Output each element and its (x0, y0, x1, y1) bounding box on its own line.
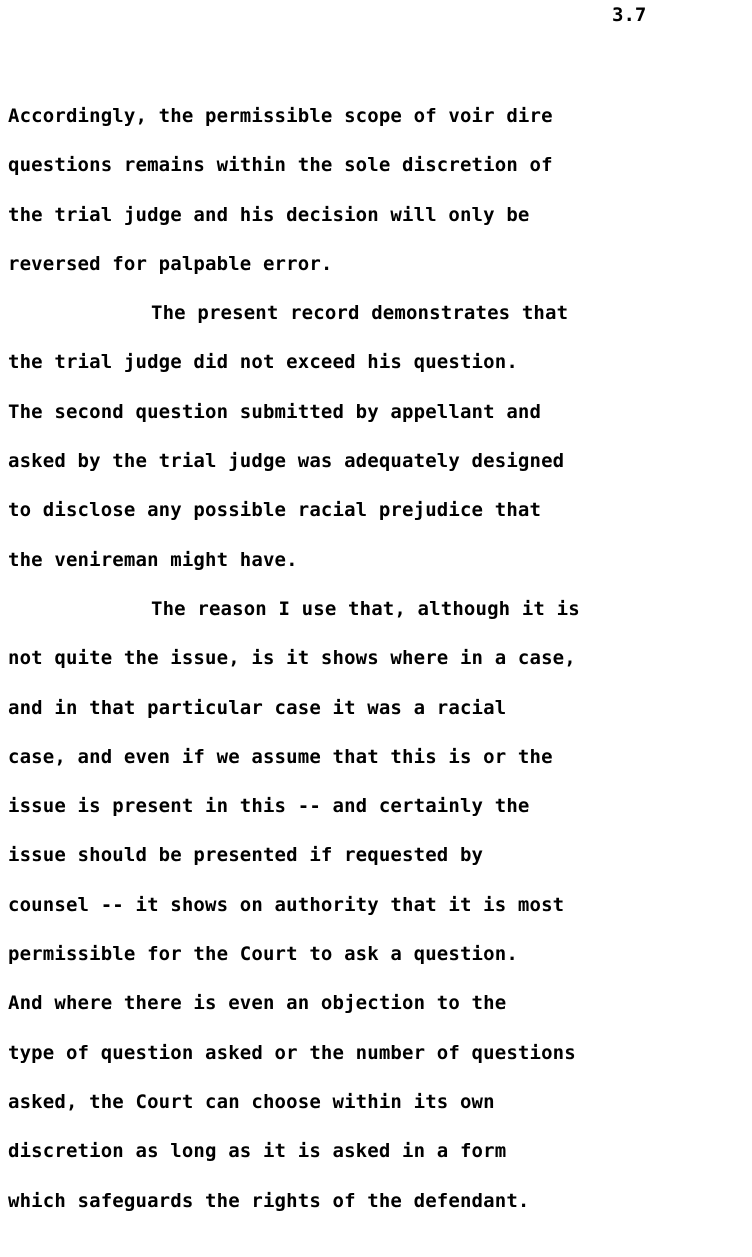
text-line: the trial judge did not exceed his question. (8, 351, 518, 374)
text-line: type of question asked or the number of questions (8, 1041, 576, 1064)
paragraph-start-line: The reason I use that, although it is (151, 597, 580, 620)
paragraph-start-line: The present record demonstrates that (151, 302, 569, 325)
text-line: case, and even if we assume that this is or the (8, 745, 553, 768)
text-line: not quite the issue, is it shows where in a case, (8, 647, 576, 670)
transcript-body (8, 104, 748, 1238)
text-line: permissible for the Court to ask a question. (8, 943, 518, 966)
text-line: the trial judge and his decision will only be (8, 203, 530, 226)
text-line: asked by the trial judge was adequately designed (8, 450, 565, 473)
text-line: to disclose any possible racial prejudice that (8, 499, 542, 522)
page-number: 3.7 (612, 4, 647, 26)
text-line: and in that particular case it was a racial (8, 696, 507, 719)
text-line: The second question submitted by appellant and (8, 400, 542, 423)
text-line: counsel -- it shows on authority that it is most (8, 893, 565, 916)
text-line: issue is present in this -- and certainly the (8, 795, 530, 818)
text-line: the venireman might have. (8, 548, 298, 571)
text-line: questions remains within the sole discretion of (8, 154, 553, 177)
text-line: discretion as long as it is asked in a form (8, 1140, 507, 1163)
text-line: Accordingly, the permissible scope of voir dire (8, 105, 553, 127)
text-line: issue should be presented if requested by (8, 844, 484, 867)
text-line: reversed for palpable error. (8, 252, 333, 275)
text-line: asked, the Court can choose within its own (8, 1090, 495, 1113)
text-line: And where there is even an objection to the (8, 992, 507, 1015)
text-line: which safeguards the rights of the defendant. (8, 1189, 530, 1212)
